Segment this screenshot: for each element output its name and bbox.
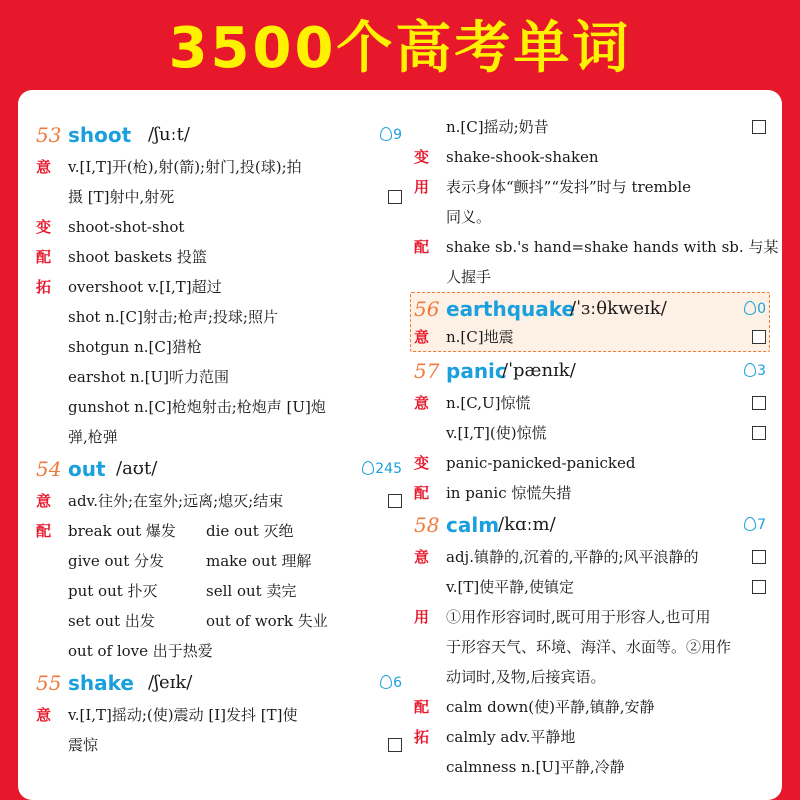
- flame-icon: [744, 301, 756, 315]
- collocation-pair-row: put out 扑灭 sell out 卖完: [68, 582, 297, 600]
- flame-icon: [380, 675, 392, 689]
- collocation-row: 配 shoot baskets 投篮: [36, 248, 207, 266]
- flame-icon: [744, 363, 756, 377]
- checkbox[interactable]: [752, 426, 766, 440]
- flame-icon: [744, 517, 756, 531]
- extension-row: 拓 calmly adv.平静地: [414, 728, 576, 746]
- meaning-row: v.[T]使平静,使镇定: [414, 572, 766, 602]
- checkbox[interactable]: [388, 190, 402, 204]
- meaning-row: 意 v.[I,T]摇动;(使)震动 [I]发抖 [T]使: [36, 706, 298, 724]
- meaning-row-cont: 震惊: [36, 730, 402, 760]
- entry-header-out: 54 out /aʊt/ 245: [36, 457, 402, 481]
- extension-row: shot n.[C]射击;枪声;投球;照片: [68, 308, 278, 326]
- headword: shoot: [68, 123, 132, 147]
- checkbox[interactable]: [752, 120, 766, 134]
- word-card: [18, 90, 782, 800]
- entry-header-calm: 58 calm /kɑːm/ 7: [414, 513, 766, 537]
- extension-row-cont: 弹,枪弹: [68, 428, 118, 446]
- collocation-row: 配 calm down(使)平静,镇静,安静: [414, 698, 655, 716]
- meaning-row: 意 n.[C]地震: [414, 322, 766, 352]
- usage-row-cont: 动词时,及物,后接宾语。: [446, 668, 606, 686]
- variation-row: 变 panic-panicked-panicked: [414, 454, 636, 472]
- meaning-row: 意 adv.往外;在室外;远离;熄灭;结束: [36, 486, 402, 516]
- entry-header-shake: 55 shake /ʃeɪk/ 6: [36, 671, 402, 695]
- meaning-row-cont: 摄 [T]射中,射死: [36, 182, 402, 212]
- page-title: 3500个高考单词: [168, 16, 632, 81]
- phonetic: /ʃuːt/: [148, 124, 190, 145]
- checkbox[interactable]: [388, 738, 402, 752]
- meaning-row: 意 n.[C,U]惊慌: [414, 388, 766, 418]
- usage-row: 用 ①用作形容词时,既可用于形容人,也可用: [414, 608, 711, 626]
- collocation-pair-row: 配 break out 爆发 die out 灭绝: [36, 522, 294, 540]
- collocation-row: 配 shake sb.'s hand=shake hands with sb. 与某: [414, 238, 779, 256]
- collocation-row: 配 in panic 惊慌失措: [414, 484, 572, 502]
- usage-row-cont: 于形容天气、环境、海洋、水面等。②用作: [446, 638, 732, 656]
- meaning-row: v.[I,T](使)惊慌: [414, 418, 766, 448]
- checkbox[interactable]: [752, 580, 766, 594]
- collocation-row-cont: 人握手: [446, 268, 492, 286]
- entry-header-panic: 57 panic /ˈpænɪk/ 3: [414, 359, 766, 383]
- extension-row: shotgun n.[C]猎枪: [68, 338, 202, 356]
- entry-header-earthquake: 56 earthquake /ˈɜːθkweɪk/ 0: [414, 297, 766, 321]
- entry-number: 53: [36, 123, 62, 147]
- meaning-row: 意 adj.镇静的,沉着的,平静的;风平浪静的: [414, 542, 766, 572]
- meaning-row: n.[C]摇动;奶昔: [414, 112, 766, 142]
- extension-row: 拓 overshoot v.[I,T]超过: [36, 278, 222, 296]
- highlight-entry: [414, 292, 766, 354]
- extension-row: gunshot n.[C]枪炮射击;枪炮声 [U]炮: [68, 398, 326, 416]
- collocation-row: out of love 出于热爱: [68, 642, 213, 660]
- right-column: [414, 112, 779, 782]
- collocation-pair-row: set out 出发 out of work 失业: [68, 612, 328, 630]
- extension-row: earshot n.[U]听力范围: [68, 368, 229, 386]
- usage-row-cont: 同义。: [446, 208, 492, 226]
- extension-row: calmness n.[U]平静,冷静: [446, 758, 625, 776]
- collocation-pair-row: give out 分发 make out 理解: [68, 552, 312, 570]
- flame-icon: [380, 127, 392, 141]
- entry-header-shoot: [36, 118, 402, 152]
- checkbox[interactable]: [752, 550, 766, 564]
- flame-icon: [362, 461, 374, 475]
- left-column: [36, 118, 402, 760]
- checkbox[interactable]: [388, 494, 402, 508]
- variation-row: 变 shake-shook-shaken: [414, 148, 599, 166]
- title-banner: [0, 0, 800, 88]
- usage-row: 用 表示身体“颤抖”“发抖”时与 tremble: [414, 178, 692, 196]
- variation-row: 变 shoot-shot-shot: [36, 218, 185, 236]
- checkbox[interactable]: [752, 396, 766, 410]
- meaning-row: 意 v.[I,T]开(枪),射(箭);射门,投(球);拍: [36, 158, 302, 176]
- frequency: 9: [380, 118, 402, 152]
- checkbox[interactable]: [752, 330, 766, 344]
